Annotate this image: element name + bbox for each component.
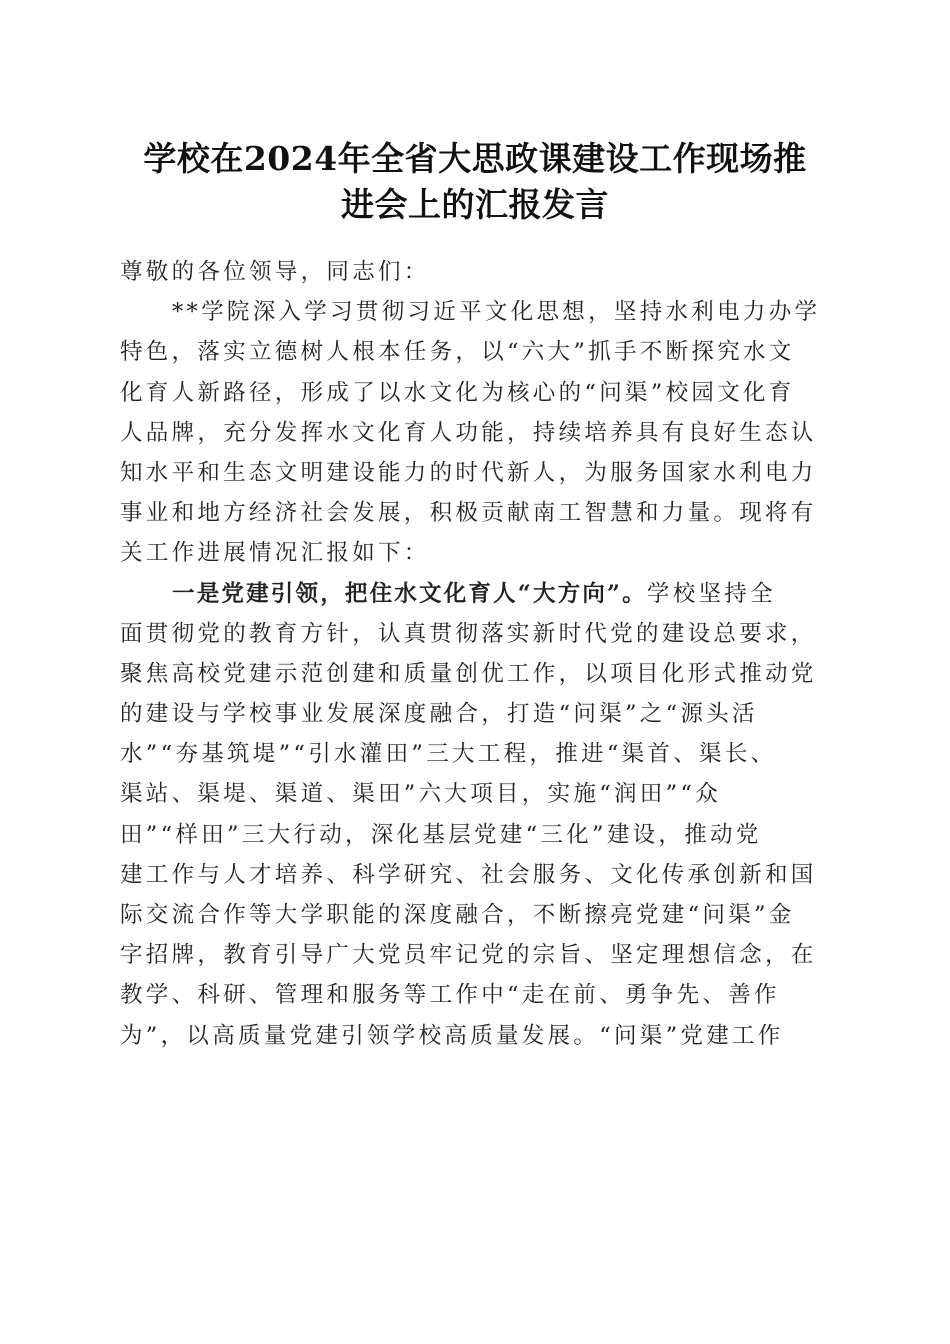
title-line: 学校在2024年全省大思政课建设工作现场推 — [143, 139, 807, 178]
paragraph-line: 为”，以高质量党建引领学校高质量发展。“问渠”党建工作 — [120, 1022, 784, 1049]
paragraph-text: 学校坚持全 — [646, 580, 776, 607]
paragraph-line: 化育人新路径，形成了以水文化为核心的“问渠”校园文化育 — [120, 379, 795, 406]
salutation: 尊敬的各位领导，同志们： — [120, 259, 430, 285]
paragraph-line: **学院深入学习贯彻习近平文化思想，坚持水利电力办学 — [172, 299, 821, 326]
paragraph-line: 教学、科研、管理和服务等工作中“走在前、勇争先、善作 — [120, 982, 780, 1009]
paragraph-line: 田”“样田”三大行动，深化基层党建“三化”建设，推动党 — [120, 821, 762, 848]
section-heading-line — [120, 574, 830, 614]
paragraph-line: 字招牌，教育引导广大党员牢记党的宗旨、坚定理想信念，在 — [120, 942, 817, 969]
paragraph-line: 际交流合作等大学职能的深度融合，不断擦亮党建“问渠”金 — [120, 902, 795, 928]
document-title — [90, 136, 860, 228]
paragraph-line: 水”“夯基筑堤”“引水灌田”三大工程，推进“渠首、渠长、 — [120, 741, 777, 768]
paragraph-line: 事业和地方经济社会发展，积极贡献南工智慧和力量。现将有 — [120, 500, 817, 527]
paragraph-line: 人品牌，充分发挥水文化育人功能，持续培养具有良好生态认 — [120, 419, 817, 446]
paragraph-line: 渠站、渠堤、渠道、渠田”六大项目，实施“润田”“众 — [120, 781, 722, 808]
paragraph-line: 建工作与人才培养、科学研究、社会服务、文化传承创新和国 — [120, 861, 817, 888]
paragraph-line: 知水平和生态文明建设能力的时代新人，为服务国家水利电力 — [120, 459, 817, 486]
paragraph-line: 关工作进展情况汇报如下： — [120, 540, 430, 567]
paragraph-line: 特色，落实立德树人根本任务，以“六大”抓手不断探究水文 — [120, 339, 795, 366]
document-body — [120, 252, 830, 1056]
paragraph-line: 聚焦高校党建示范创建和质量创优工作，以项目化形式推动党 — [120, 660, 817, 687]
paragraph-line: 的建设与学校事业发展深度融合，打造“问渠”之“源头活 — [120, 701, 758, 728]
paragraph-line: 面贯彻党的教育方针，认真贯彻落实新时代党的建设总要求， — [120, 620, 817, 647]
section-heading: 一是党建引领，把住水文化育人“大方向”。 — [172, 580, 647, 607]
title-line: 进会上的汇报发言 — [341, 185, 609, 224]
